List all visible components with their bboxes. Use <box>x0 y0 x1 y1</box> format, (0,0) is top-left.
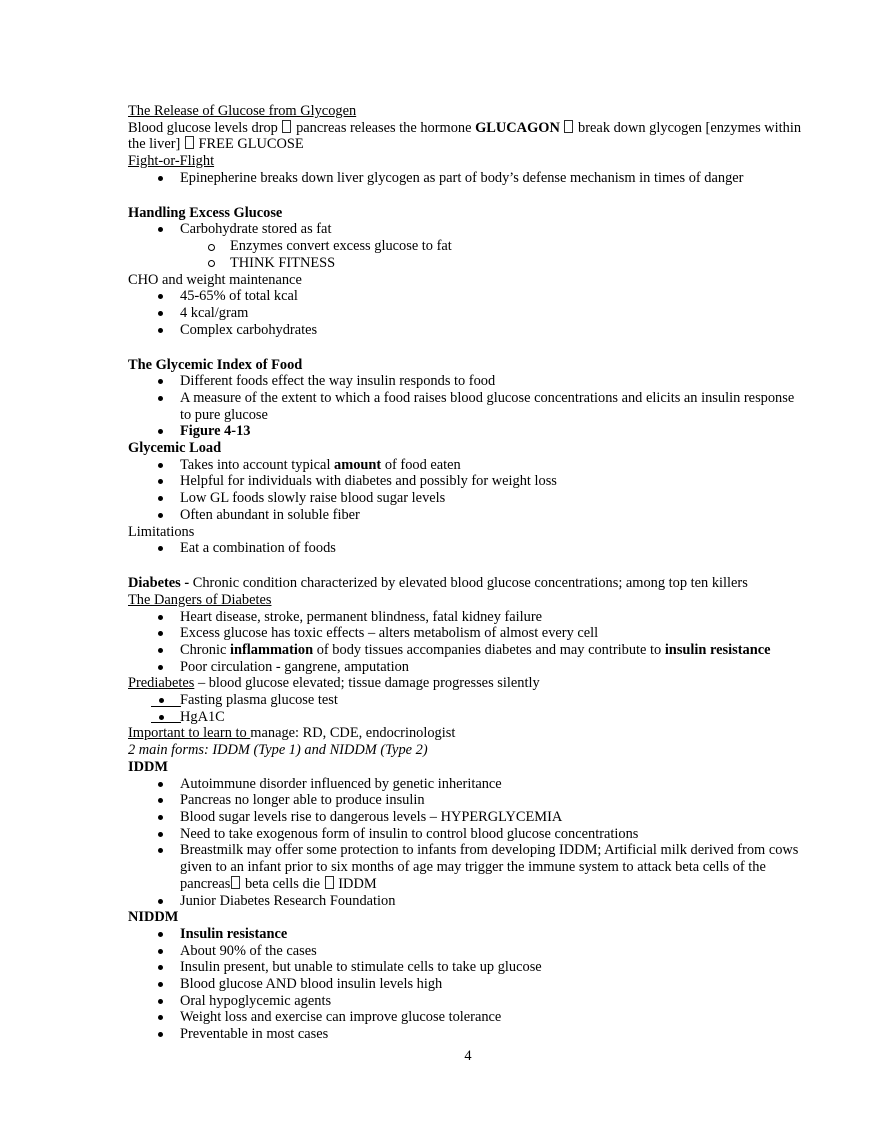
bullet-item <box>128 490 808 507</box>
bullet-item <box>128 288 808 305</box>
text-run: The Dangers of Diabetes <box>128 591 272 608</box>
bullet-item <box>128 642 808 659</box>
bullet-item <box>128 926 808 943</box>
text-run: Often abundant in soluble fiber <box>180 506 360 523</box>
bullet-item-underlined <box>128 709 808 726</box>
bullet-item <box>128 659 808 676</box>
text-run: Junior Diabetes Research Foundation <box>180 892 396 909</box>
paragraph <box>128 742 808 759</box>
bullet-icon <box>158 479 163 484</box>
bullet-item <box>128 423 808 440</box>
bullet-item <box>128 792 808 809</box>
text-run: Preventable in most cases <box>180 1026 329 1043</box>
text-run: Need to take exogenous form of insulin to control blood glucose concentrations <box>180 825 639 842</box>
bullet-item <box>128 221 808 238</box>
paragraph <box>128 675 808 692</box>
text-run: THINK FITNESS <box>230 254 336 271</box>
bullet-icon <box>158 496 163 501</box>
text-run: Limitations <box>128 523 195 540</box>
text-run: Chronic <box>180 641 230 658</box>
paragraph <box>128 909 808 926</box>
text-run: amount <box>334 456 382 473</box>
paragraph <box>128 725 808 742</box>
text-run: About 90% of the cases <box>180 942 317 959</box>
bullet-icon <box>158 832 163 837</box>
text-run: HgA1C <box>180 708 225 725</box>
text-run: manage: RD, CDE, endocrinologist <box>250 725 456 742</box>
bullet-icon <box>158 999 163 1004</box>
bullet-icon <box>158 982 163 987</box>
text-run: 45-65% of total kcal <box>180 288 298 305</box>
text-run: CHO and weight maintenance <box>128 271 302 288</box>
bullet-item <box>128 943 808 960</box>
text-run: Insulin present, but unable to stimulate cells to take up glucose <box>180 959 542 976</box>
bullet-item <box>128 1009 808 1026</box>
bullet-icon <box>158 328 163 333</box>
text-run: The Glycemic Index of Food <box>128 356 303 373</box>
text-run: IDDM <box>128 758 168 775</box>
bullet-item <box>128 609 808 626</box>
bullet-item <box>128 842 808 892</box>
text-run: Heart disease, stroke, permanent blindness, fatal kidney failure <box>180 608 543 625</box>
bullet-item <box>128 826 808 843</box>
text-run: Blood glucose AND blood insulin levels high <box>180 976 443 993</box>
bullet-icon <box>158 815 163 820</box>
bullet-icon <box>158 463 163 468</box>
text-run: Low GL foods slowly raise blood sugar levels <box>180 490 446 507</box>
bullet-icon <box>158 429 163 434</box>
missing-glyph-box-icon <box>564 120 573 133</box>
bullet-icon <box>158 1032 163 1037</box>
blank-line <box>128 187 808 205</box>
paragraph <box>128 524 808 541</box>
text-run: Epinepherine breaks down liver glycogen as part of body’s defense mechanism in times of danger <box>180 169 744 186</box>
bullet-item <box>128 959 808 976</box>
bullet-icon <box>158 648 163 653</box>
text-run: GLUCAGON <box>475 119 560 136</box>
text-run: Figure 4-13 <box>180 423 251 440</box>
text-run: Pancreas no longer able to produce insulin <box>180 792 425 809</box>
text-run: A measure of the extent to which a food raises blood glucose concentrations and elicits an insulin response to pure glucose <box>180 389 795 423</box>
bullet-icon <box>158 176 163 181</box>
bullet-icon <box>158 546 163 551</box>
paragraph <box>128 205 808 222</box>
paragraph <box>128 357 808 374</box>
bullet-icon <box>158 932 163 937</box>
bullet-icon <box>158 798 163 803</box>
bullet-icon <box>158 899 163 904</box>
text-run: Complex carbohydrates <box>180 321 318 338</box>
blank-line <box>128 338 808 356</box>
text-run: Oral hypoglycemic agents <box>180 992 332 1009</box>
text-run: Fasting plasma glucose test <box>180 692 338 709</box>
text-run: 4 kcal/gram <box>180 304 249 321</box>
text-run: NIDDM <box>128 909 179 926</box>
text-run: of body tissues accompanies diabetes and may contribute to <box>313 641 665 658</box>
page-number: 4 <box>464 1048 472 1064</box>
bullet-icon <box>158 311 163 316</box>
bullet-item <box>128 976 808 993</box>
paragraph <box>128 153 808 170</box>
document-body <box>128 103 808 1043</box>
text-run: IDDM <box>334 875 377 892</box>
circle-bullet-icon <box>208 260 215 267</box>
text-run: 2 main forms: IDDM (Type 1) and NIDDM (Type 2) <box>128 742 428 759</box>
text-run: break down glycogen [enzymes within the liver] <box>128 119 802 153</box>
text-run: of food eaten <box>381 456 461 473</box>
sub-bullet-item <box>128 255 808 272</box>
bullet-item <box>128 457 808 474</box>
text-run: Insulin resistance <box>180 925 288 942</box>
text-run: The Release of Glucose from Glycogen <box>128 103 357 119</box>
bullet-item <box>128 1026 808 1043</box>
text-run: Diabetes - <box>128 575 193 592</box>
paragraph <box>128 120 808 153</box>
bullet-item <box>128 473 808 490</box>
text-run: Poor circulation - gangrene, amputation <box>180 658 409 675</box>
bullet-icon <box>158 379 163 384</box>
text-run: Takes into account typical <box>180 456 335 473</box>
underlined-bullet-icon <box>151 692 181 707</box>
text-run: Glycemic Load <box>128 440 222 457</box>
bullet-icon <box>158 665 163 670</box>
text-run: pancreas releases the hormone <box>292 119 476 136</box>
paragraph <box>128 759 808 776</box>
bullet-item <box>128 993 808 1010</box>
text-run: Chronic condition characterized by elevated blood glucose concentrations; among top ten killers <box>192 575 748 592</box>
missing-glyph-box-icon <box>231 876 240 889</box>
bullet-icon <box>159 715 164 720</box>
text-run: Excess glucose has toxic effects – alters metabolism of almost every cell <box>180 625 599 642</box>
bullet-icon <box>158 965 163 970</box>
bullet-icon <box>158 615 163 620</box>
underlined-bullet-icon <box>151 709 181 724</box>
text-run <box>560 120 564 136</box>
text-run: FREE GLUCOSE <box>194 136 304 153</box>
text-run: – blood glucose elevated; tissue damage progresses silently <box>194 675 540 692</box>
bullet-icon <box>158 513 163 518</box>
text-run: Blood glucose levels drop <box>128 119 282 136</box>
bullet-item-underlined <box>128 692 808 709</box>
bullet-icon <box>158 631 163 636</box>
text-run: beta cells die <box>241 875 324 892</box>
bullet-item <box>128 322 808 339</box>
bullet-item <box>128 373 808 390</box>
bullet-icon <box>158 782 163 787</box>
paragraph <box>128 440 808 457</box>
text-run: insulin resistance <box>664 641 771 658</box>
bullet-item <box>128 507 808 524</box>
bullet-icon <box>159 698 164 703</box>
missing-glyph-box-icon <box>325 876 334 889</box>
text-run: Eat a combination of foods <box>180 540 336 557</box>
bullet-icon <box>158 227 163 232</box>
text-run: Prediabetes <box>128 675 195 692</box>
missing-glyph-box-icon <box>185 136 194 149</box>
bullet-item <box>128 305 808 322</box>
paragraph <box>128 272 808 289</box>
bullet-item <box>128 540 808 557</box>
bullet-icon <box>158 848 163 853</box>
text-run: Important to learn to <box>128 725 251 742</box>
missing-glyph-box-icon <box>282 120 291 133</box>
circle-bullet-icon <box>208 244 215 251</box>
paragraph <box>128 575 808 592</box>
text-run: Different foods effect the way insulin responds to food <box>180 373 496 390</box>
text-run: Blood sugar levels rise to dangerous levels – HYPERGLYCEMIA <box>180 808 563 825</box>
text-run: Carbohydrate stored as fat <box>180 221 332 238</box>
bullet-item <box>128 809 808 826</box>
bullet-item <box>128 893 808 910</box>
bullet-item <box>128 390 808 423</box>
text-run: Autoimmune disorder influenced by genetic inheritance <box>180 775 502 792</box>
paragraph <box>128 103 808 120</box>
bullet-item <box>128 625 808 642</box>
bullet-icon <box>158 294 163 299</box>
bullet-item <box>128 776 808 793</box>
text-run: Enzymes convert excess glucose to fat <box>230 238 452 255</box>
sub-bullet-item <box>128 238 808 255</box>
text-run: Helpful for individuals with diabetes and possibly for weight loss <box>180 473 557 490</box>
text-run: Weight loss and exercise can improve glucose tolerance <box>180 1009 502 1026</box>
blank-line <box>128 557 808 575</box>
bullet-icon <box>158 1015 163 1020</box>
text-run: Handling Excess Glucose <box>128 204 283 221</box>
bullet-icon <box>158 396 163 401</box>
text-run: Fight-or-Flight <box>128 153 215 170</box>
bullet-item <box>128 170 808 187</box>
paragraph <box>128 592 808 609</box>
text-run: inflammation <box>229 641 314 658</box>
text-run: Breastmilk may offer some protection to infants from developing IDDM; Artificial milk derived from cows given to an infant prior to six months of age may trigger the immune system to attack beta cells of the pancreas <box>180 842 799 892</box>
bullet-icon <box>158 949 163 954</box>
